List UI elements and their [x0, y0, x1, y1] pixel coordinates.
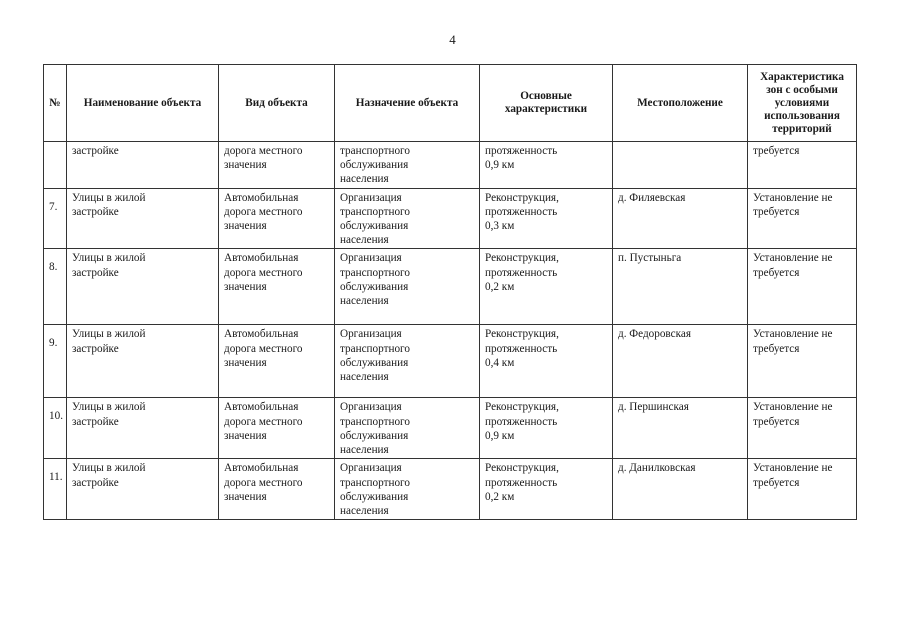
- cell-object-name: Улицы в жилой застройке: [67, 249, 219, 325]
- cell-object-type: дорога местного значения: [219, 142, 335, 189]
- table-row-continuation: [44, 142, 857, 189]
- cell-number: 10.: [44, 398, 67, 459]
- header-number: №: [44, 65, 67, 142]
- cell-zones: Установление не требуется: [748, 325, 857, 398]
- cell-characteristics: Реконструкция, протяженность 0,9 км: [480, 398, 613, 459]
- cell-object-type: Автомобильная дорога местного значения: [219, 188, 335, 249]
- header-zone-characteristics: Характеристика зон с особыми условиями использования территорий: [748, 65, 857, 142]
- cell-object-type: Автомобильная дорога местного значения: [219, 459, 335, 520]
- table-row: [44, 325, 857, 398]
- cell-object-type: Автомобильная дорога местного значения: [219, 398, 335, 459]
- cell-location: д. Федоровская: [613, 325, 748, 398]
- cell-object-purpose: Организация транспортного обслуживания населения: [335, 325, 480, 398]
- header-object-type: Вид объекта: [219, 65, 335, 142]
- cell-number: [44, 142, 67, 189]
- cell-number: 9.: [44, 325, 67, 398]
- objects-table: [43, 64, 857, 520]
- cell-location: д. Филяевская: [613, 188, 748, 249]
- cell-object-purpose: Организация транспортного обслуживания населения: [335, 398, 480, 459]
- cell-location: п. Пустыньга: [613, 249, 748, 325]
- header-main-characteristics: Основные характеристики: [480, 65, 613, 142]
- header-object-name: Наименование объекта: [67, 65, 219, 142]
- table-row: [44, 398, 857, 459]
- cell-location: [613, 142, 748, 189]
- cell-location: д. Данилковская: [613, 459, 748, 520]
- page-number: 4: [449, 32, 456, 47]
- cell-characteristics: Реконструкция, протяженность 0,2 км: [480, 249, 613, 325]
- cell-zones: Установление не требуется: [748, 249, 857, 325]
- cell-characteristics: протяженность 0,9 км: [480, 142, 613, 189]
- cell-object-name: Улицы в жилой застройке: [67, 188, 219, 249]
- cell-object-type: Автомобильная дорога местного значения: [219, 325, 335, 398]
- cell-zones: Установление не требуется: [748, 459, 857, 520]
- cell-number: 7.: [44, 188, 67, 249]
- table-header-row: [44, 65, 857, 142]
- cell-characteristics: Реконструкция, протяженность 0,2 км: [480, 459, 613, 520]
- table-row: [44, 249, 857, 325]
- table-row: [44, 459, 857, 520]
- cell-number: 11.: [44, 459, 67, 520]
- cell-zones: требуется: [748, 142, 857, 189]
- header-location: Местоположение: [613, 65, 748, 142]
- cell-location: д. Першинская: [613, 398, 748, 459]
- header-object-purpose: Назначение объекта: [335, 65, 480, 142]
- cell-object-name: Улицы в жилой застройке: [67, 459, 219, 520]
- cell-zones: Установление не требуется: [748, 398, 857, 459]
- cell-characteristics: Реконструкция, протяженность 0,4 км: [480, 325, 613, 398]
- table-row: [44, 188, 857, 249]
- cell-object-purpose: Организация транспортного обслуживания населения: [335, 249, 480, 325]
- cell-object-purpose: Организация транспортного обслуживания населения: [335, 188, 480, 249]
- cell-object-name: Улицы в жилой застройке: [67, 398, 219, 459]
- cell-object-name: застройке: [67, 142, 219, 189]
- cell-object-name: Улицы в жилой застройке: [67, 325, 219, 398]
- cell-characteristics: Реконструкция, протяженность 0,3 км: [480, 188, 613, 249]
- cell-number: 8.: [44, 249, 67, 325]
- cell-object-purpose: Организация транспортного обслуживания населения: [335, 459, 480, 520]
- cell-zones: Установление не требуется: [748, 188, 857, 249]
- cell-object-type: Автомобильная дорога местного значения: [219, 249, 335, 325]
- cell-object-purpose: транспортного обслуживания населения: [335, 142, 480, 189]
